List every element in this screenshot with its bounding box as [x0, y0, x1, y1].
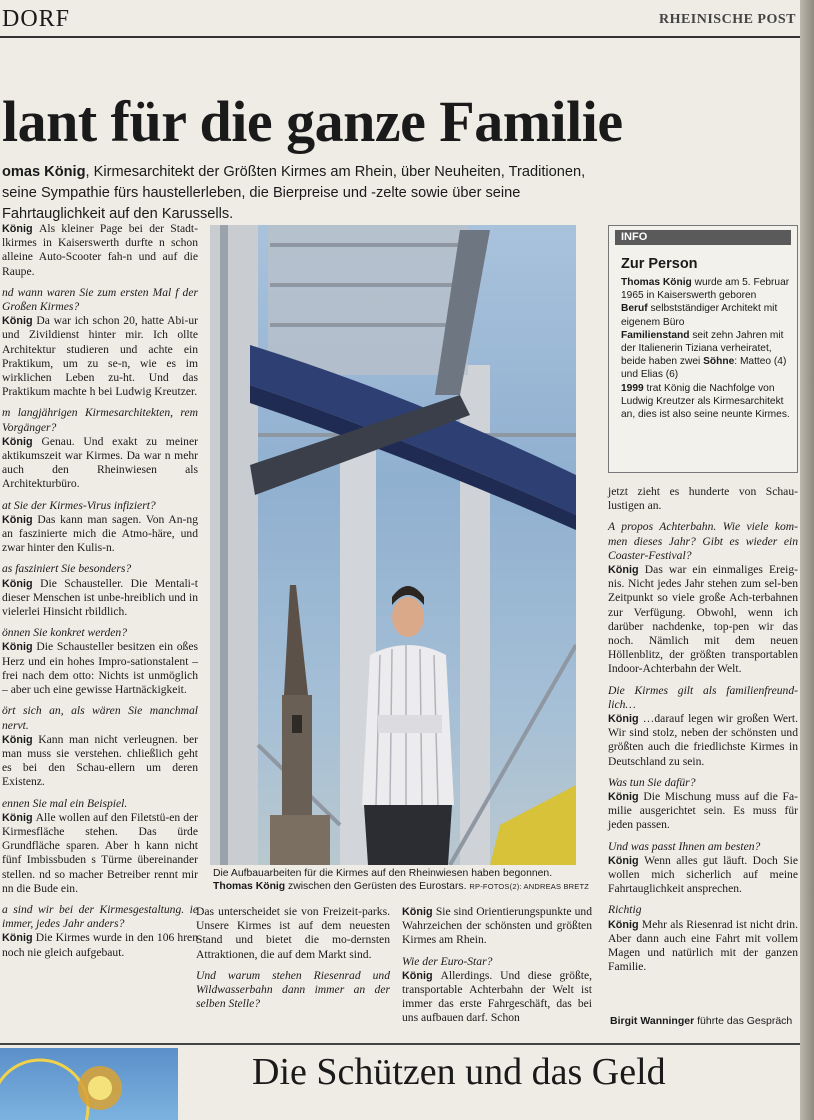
interview-question: A propos Achterbahn. Wie viele kom-men dieses Jahr? Gibt es wieder ein Coaster-Festival?	[608, 520, 798, 562]
info-box	[608, 225, 798, 473]
scaffold-left-pole	[220, 225, 228, 865]
interview-question: a sind wir bei der Kirmesgestaltung. ie immer, jedes Jahr anders?	[2, 902, 198, 931]
article-separator	[0, 1043, 800, 1045]
caption-name: Thomas König	[213, 881, 286, 892]
info-birth: wurde am 5. Februar 1965 in Kaiserswerth geboren	[621, 277, 790, 302]
publication-name: RHEINISCHE POST	[658, 12, 796, 27]
byline-name: Birgit Wanninger	[610, 1015, 695, 1027]
info-family-label: Familienstand	[621, 329, 690, 341]
answer-text: …darauf legen wir großen Wert. Wir sind stolz, neben der schönsten und größten auch die friedlichste Kirmes in Deutschland zu sein.	[608, 712, 798, 768]
speaker-name: König	[2, 435, 42, 448]
answer-text: Genau. Und exakt zu meiner aktikumszeit war Kirmes. Da war n mehr auch den Rheinwiesen als Architekturbüro.	[2, 434, 198, 491]
speaker-name: König	[2, 315, 37, 328]
interview-question: Und was passt Ihnen am besten?	[608, 839, 761, 853]
info-year-label: 1999	[621, 382, 644, 394]
ride-lights-center	[88, 1076, 112, 1100]
photo-illustration	[210, 225, 576, 865]
interview-answer	[2, 435, 198, 492]
interview-question: m langjährigen Kirmesarchitekten, rem Vorgänger?	[2, 406, 198, 434]
interview-answer	[2, 513, 198, 556]
speaker-name: König	[608, 564, 645, 577]
info-title: Zur Person	[621, 256, 698, 272]
interview-answer	[402, 969, 592, 1026]
answer-text: Wenn alles gut läuft. Doch Sie wollen mich sicherlich auf meine Fahrtauglichkeit ansprechen.	[608, 853, 798, 896]
interview-answer	[196, 905, 390, 962]
interview-question: Die Kirmes gilt als familienfreund-lich…	[608, 683, 798, 711]
speaker-name: König	[2, 733, 39, 746]
interview-question: at Sie der Kirmes-Virus infiziert?	[2, 498, 156, 512]
answer-text: Das unterscheidet sie von Freizeit-parks. Unsere Kirmes ist auf dem neuesten Stand und bietet die mo-dernsten Attraktionen, die auf dem Markt sind.	[196, 905, 390, 961]
interview-answer	[2, 811, 198, 896]
speaker-name: König	[608, 854, 645, 867]
page-edge	[800, 0, 814, 1120]
article-headline: lant für die ganze Familie	[2, 89, 623, 154]
interview-answer	[608, 854, 798, 897]
answer-text: Da war ich schon 20, hatte Abi-ur und Zivildienst hinter mir. Ich ollte Architektur studieren und achte ein Praktikum, um zu se-n, wie es im wirklichen Leben zu-ht. Und das Praktikum machte h bei Ludwig Kreutzer.	[2, 314, 198, 399]
interview-answer	[608, 918, 798, 975]
answer-text: Kann man nicht verleugnen. ber man muss sie verstehen. chließlich geht es bei den Schau-ellern um deren Existenz.	[2, 732, 198, 789]
speaker-name: König	[608, 918, 642, 931]
church-building	[270, 815, 330, 865]
speaker-name: König	[2, 513, 38, 526]
interview-answer	[402, 905, 592, 948]
next-article-photo	[0, 1048, 178, 1120]
interview-answer	[608, 712, 798, 769]
text-column-1	[2, 222, 198, 960]
photo-credit: RP-FOTOS(2): ANDREAS BRETZ	[469, 882, 590, 891]
answer-text: Allerdings. Und diese größte, transportable Achterbahn der Welt ist immer das erste Fahrgeschäft, das bei uns aufbauen darf. Schon	[402, 968, 592, 1025]
byline-text: führte das Gespräch	[694, 1015, 793, 1027]
intro-name: omas König	[2, 164, 86, 180]
answer-text: Das war ein einmaliges Ereig-nis. Nicht jedes Jahr stehen zum sel-ben Zeitpunkt so viele große Ach-terbahnen zur Verfügung. Obwohl, wenn ich darüber nachdenke, top-pen wir das noch. Nämlich mit dem neuen Höllenblitz, der größten transportablen Indoor-Achterbahn der Welt.	[608, 563, 798, 676]
ferris-wheel-illustration	[0, 1048, 178, 1120]
photo-caption	[213, 867, 593, 893]
info-year: trat König die Nachfolge von Ludwig Kreutzer als Kirmesarchitekt an, dies ist also seine neunte Kirmes.	[621, 382, 790, 421]
next-article-headline: Die Schützen und das Geld	[252, 1051, 666, 1093]
person-head	[392, 597, 424, 637]
speaker-name: König	[2, 577, 41, 590]
info-sons-label: Söhne	[703, 356, 735, 368]
scaffold-top	[268, 225, 468, 375]
info-body	[621, 276, 791, 421]
interview-question: Und warum stehen Riesenrad und Wildwasserbahn dann immer an der selben Stelle?	[196, 968, 390, 1011]
answer-text: jetzt zieht es hunderte von Schau-lustigen an.	[608, 485, 798, 513]
info-tag: INFO	[615, 230, 791, 245]
answer-text: Als kleiner Page bei der Stadt-lkirmes in Kaiserswerth durfte n schon alleine Auto-Scooter fah-n und auf die Raupe.	[2, 222, 199, 278]
caption-line-1: Die Aufbauarbeiten für die Kirmes auf den Rheinwiesen haben begonnen.	[213, 868, 553, 879]
section-header: DORF	[2, 6, 71, 32]
answer-text: Alle wollen auf den Filetstü-en der Kirmesfläche stehen. Das ürde Grundfläche sparen. Aber h kann nicht fünf Imbissbuden s Türme übereinander stellen. nd so macher Betreiber rennt mir nn die Bude ein.	[2, 810, 198, 895]
intro-text: , Kirmesarchitekt der Größten Kirmes am Rhein, über Neuheiten, Traditionen, seine Sympathie fürs haustellerleben, die Bierpreise und -zelte sowie über seine Fahrtauglichkeit auf den Karussells.	[2, 164, 586, 222]
article-intro	[2, 162, 602, 225]
interview-answer	[2, 931, 198, 959]
text-column-2	[196, 905, 390, 1011]
crane	[490, 785, 576, 865]
interview-question: Richtig	[608, 903, 642, 917]
answer-text: Die Kirmes wurde in den 106 hren noch nie gleich aufgebaut.	[2, 931, 198, 959]
info-name: Thomas König	[621, 277, 692, 288]
header-rule	[0, 36, 800, 38]
interview-question: ört sich an, als wären Sie manchmal nervt.	[2, 704, 198, 732]
speaker-name: König	[2, 223, 39, 235]
info-job-label: Beruf	[621, 303, 648, 315]
speaker-name: König	[608, 713, 643, 726]
interview-answer	[2, 222, 198, 279]
answer-text: Die Schausteller. Die Mentali-t dieser Menschen ist unbe-hreiblich und in vielerlei Hinsicht rbildlich.	[2, 576, 198, 619]
ferris-wheel-rim	[0, 1060, 88, 1120]
answer-text: Das kann man sagen. Von An-ng an faszinierte mich die Atmo-häre, und zwar hinter den Kulis-n.	[2, 512, 198, 555]
interview-answer	[608, 563, 798, 677]
interview-answer	[2, 577, 198, 620]
speaker-name: König	[402, 969, 441, 982]
interview-question: önnen Sie konkret werden?	[2, 626, 128, 640]
interview-answer	[2, 314, 198, 399]
speaker-name: König	[2, 641, 37, 654]
article-photo	[210, 225, 576, 865]
church-window	[292, 715, 302, 733]
interview-question: nd wann waren Sie zum ersten Mal f der Großen Kirmes?	[2, 285, 198, 314]
speaker-name: König	[608, 791, 644, 804]
speaker-name: König	[2, 811, 36, 824]
speaker-name: König	[2, 932, 36, 945]
interview-answer	[2, 733, 198, 790]
answer-text: Die Schausteller besitzen ein oßes Herz und ein hohes Impro-sationstalent – frei nach dem otto: Nichts ist unmöglich – aber uch eine gewisse Hartnäckigkeit.	[2, 640, 198, 697]
speaker-name: König	[402, 906, 436, 918]
answer-text: Mehr als Riesenrad ist nicht drin. Aber dann auch eine Fahrt mit vollem Magen und natürlich mit der ganzen Familie.	[608, 917, 798, 974]
interview-question: as fasziniert Sie besonders?	[2, 562, 132, 576]
interview-question: ennen Sie mal ein Beispiel.	[2, 796, 128, 810]
caption-line-2: zwischen den Gerüsten des Eurostars.	[285, 881, 467, 892]
crossed-arms	[378, 715, 442, 733]
interview-question: Was tun Sie dafür?	[608, 775, 696, 789]
person-trousers	[364, 805, 452, 865]
interview-answer	[608, 485, 798, 513]
answer-text: Die Mischung muss auf die Fa-milie ausgerichtet sein. Es muss für jeden passen.	[608, 790, 798, 832]
interview-answer	[2, 640, 198, 697]
byline	[610, 1015, 792, 1027]
text-column-4	[608, 485, 798, 975]
interview-answer	[608, 790, 798, 833]
text-column-3	[402, 905, 592, 1026]
interview-question: Wie der Euro-Star?	[402, 954, 493, 968]
answer-text: Sie sind Orientierungspunkte und Wahrzeichen der schönsten und größten Kirmes am Rhein.	[402, 905, 592, 947]
info-family: seit zehn Jahren mit der Italienerin Tiziana verheiratet, beide haben zwei	[621, 329, 784, 368]
info-sons: : Matteo (4) und Elias (6)	[621, 356, 787, 381]
scaffold-left	[210, 225, 258, 865]
info-job: selbstständiger Architekt mit eigenem Büro	[621, 303, 778, 328]
church-spire	[284, 585, 308, 695]
